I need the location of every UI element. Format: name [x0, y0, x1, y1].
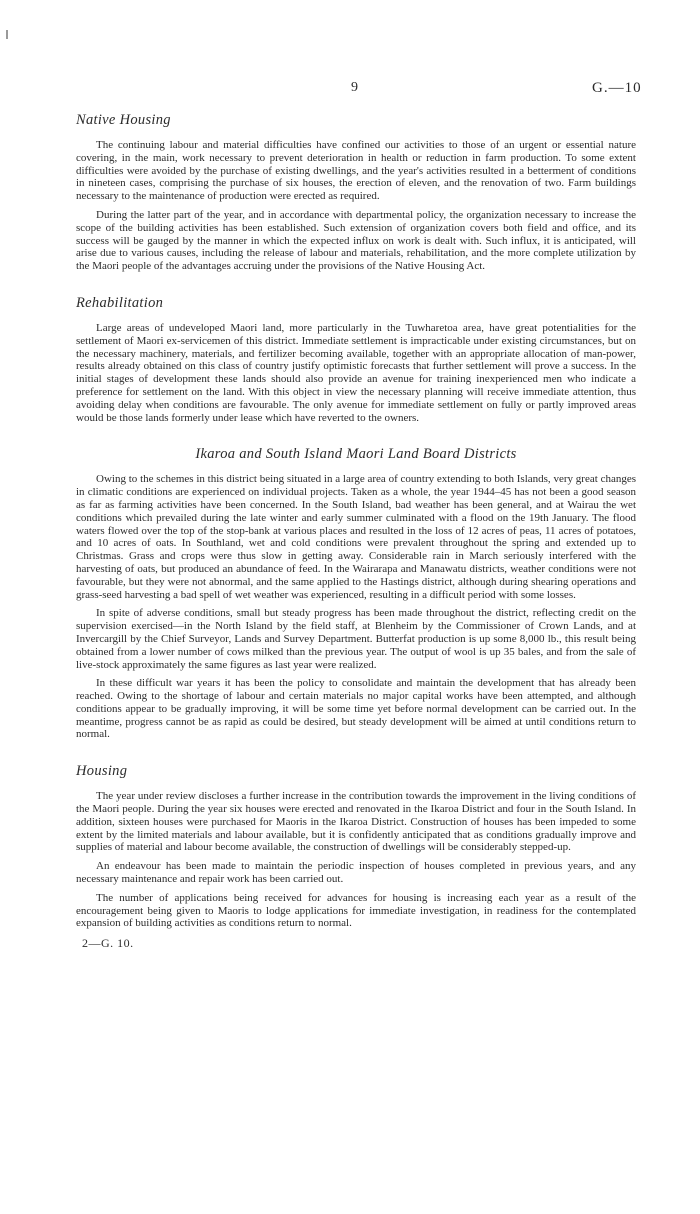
section-heading: Housing — [76, 763, 128, 780]
section-rehabilitation — [76, 295, 636, 424]
paragraph: An endeavour has been made to maintain the periodic inspection of houses completed in previous years, and any necessary maintenance and repair work has been carried out. — [76, 860, 636, 886]
margin-mark — [6, 30, 8, 39]
page-number: 9 — [351, 80, 359, 95]
section-ikaroa-south-island — [76, 446, 636, 741]
section-heading: Rehabilitation — [76, 294, 164, 311]
paragraph: In spite of adverse conditions, small but steady progress has been made throughout the district, reflecting credit on the supervision exercised—in the North Island by the field staff, at Blenheim by the Commissioner of Crown Lands, and at Invercargill by the Chief Surveyor, Lands and Survey Department. Butterfat production is up some 8,000 lb., this result being obtained from a lower number of cows milked than the previous year. The output of wool is up 35 bales, and from the sale of live-stock approximately the same figures as last year were realized. — [76, 607, 636, 671]
page-reference: G.—10 — [592, 80, 642, 96]
paragraph: In these difficult war years it has been the policy to consolidate and maintain the development that has already been reached. Owing to the shortage of labour and certain materials no major capital works have been attempted, and although conditions appear to be gradually improving, it will be some time yet before normal development can be carried out. In the meantime, progress cannot be as rapid as could be desired, but steady development will be aimed at until conditions return to normal. — [76, 677, 636, 741]
paragraph: Owing to the schemes in this district being situated in a large area of country extending to both Islands, very great changes in climatic conditions are experienced on individual projects. Taken as a whole, the year 1944–45 has not been a good season as far as farming activities have been concerned. In the South Island, bad weather has been general, and at Wairau the wet conditions which prevailed during the late winter and early summer culminated with a flood on the 19th January. The flood waters flowed over the top of the stop-bank at various places and resulted in the loss of 12 acres of peas, 11 acres of potatoes, and 10 acres of oats. In Southland, wet and cold conditions were prevalent throughout the spring and extended up to Christmas. Grass and crops were thus slow in getting away. Considerable rain in March seriously interfered with the harvesting of oats, but produced an abundance of feed. In the Wairarapa and Manawatu districts, weather conditions were not favourable, but they were not abnormal, and the same applied to the Hastings district, although during shearing operations and grass-seed harvesting a bad spell of wet weather was experienced, resulting in a difficult period with some losses. — [76, 473, 636, 601]
section-native-housing — [76, 112, 636, 273]
paragraph: The number of applications being received for advances for housing is increasing each year as a result of the encouragement being given to Maoris to lodge applications for immediate investigation, in readiness for the contemplated expansion of building activities as conditions return to normal. — [76, 891, 636, 930]
paragraph: The year under review discloses a further increase in the contribution towards the improvement in the living conditions of the Maori people. During the year six houses were erected and renovated in the Ikaroa District and four in the South Island. In addition, sixteen houses were purchased for Maoris in the Ikaroa District. Construction of houses has been impeded to some extent by the limited materials and labour available, but it is confidently anticipated that as conditions gradually improve and supplies of material and labour become available, the construction of dwellings will be considerably stepped-up. — [76, 790, 636, 854]
paragraph: Large areas of undeveloped Maori land, more particularly in the Tuwharetoa area, have great potentialities for the settlement of Maori ex-servicemen of this district. Immediate settlement is impracticable under existing circumstances, but on the necessary machinery, materials, and fertilizer becoming available, together with an appropriate allocation of man-power, results already obtained on this class of country justify optimistic forecasts that further settlement will prove a success. In the initial stages of development these lands should also provide an avenue for training inexperienced men who indicate a preference for settlement on the land. With this object in view the necessary planning will receive immediate attention, thus avoiding delay when conditions are favourable. The only avenue for immediate settlement on fully or partly improved areas would be those lands formerly under lease which have reverted to the owners. — [76, 321, 636, 424]
document-body — [76, 112, 636, 951]
section-heading: Native Housing — [76, 112, 171, 128]
footer-reference: 2—G. 10. — [82, 936, 134, 951]
paragraph: During the latter part of the year, and in accordance with departmental policy, the organization necessary to increase the scope of the building activities has been established. Such extension of organization covers both field and office, and its success will be gauged by the manner in which the expected influx on work is dealt with. Such influx, it is anticipated, will arise due to various causes, including the release of labour and materials, rehabilitation, and the more complete utilization by the Maori people of the advantages accruing under the provisions of the Native Housing Act. — [76, 208, 636, 273]
paragraph: The continuing labour and material difficulties have confined our activities to those of an urgent or essential nature covering, in the main, work necessary to prevent deterioration in health or reduction in farm production. To some extent difficulties were avoided by the purchase of existing dwellings, and the year's activities resulted in a betterment of conditions in nineteen cases, comprising the purchase of six houses, the erection of eleven, and the renovation of two. Farm buildings necessary to the maintenance of production were erected as required. — [76, 139, 636, 203]
section-housing — [76, 763, 636, 930]
section-heading: Ikaroa and South Island Maori Land Board Districts — [195, 446, 517, 463]
